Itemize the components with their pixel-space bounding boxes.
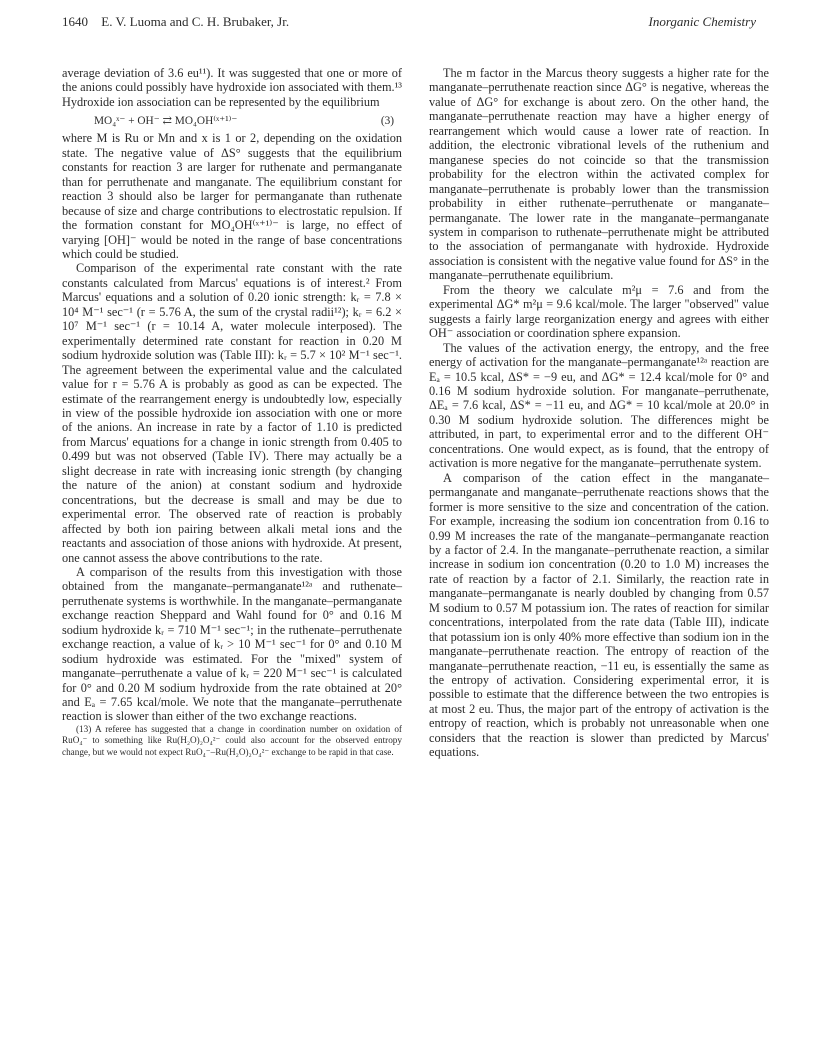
- header-authors: E. V. Luoma and C. H. Brubaker, Jr.: [101, 14, 290, 29]
- left-column: [62, 66, 402, 758]
- paragraph: Comparison of the experimental rate constant with the rate constants calculated from Marcus' equations is of interest.² From Marcus' equations and a solution of 0.20 ionic strength: kᵣ = 7.8 × 10⁴ M⁻¹ sec⁻¹ (r = 5.76 A, the sum of the crystal radii¹²); kᵣ = 6.2 × 10⁷ M⁻¹ sec⁻¹ (r = 10.14 A, water molecule interposed). The experimentally determined rate constant for reaction in 0.20 M sodium hydroxide solution was (Table III): kᵣ = 5.7 × 10² M⁻¹ sec⁻¹. The agreement between the experimental value and the calculated value for r = 5.76 A is probably as good as can be expected. The estimate of the rearrangement energy is undoubtedly low, especially in view of the possible hydroxide ion association with one or more of the anions. An increase in rate by a factor of 1.10 is predicted from Marcus' equations for a change in ionic strength from 0.405 to 0.499 but was not observed (Table IV). There may actually be a slight decrease in rate with increasing ionic strength (by changing the nature of the anion) at constant sodium and hydroxide concentrations, but the decrease is small and may be due to experimental error. The observed rate of reaction is probably affected by both ion pairing between alkali metal ions and the reactants and association of those anions with hydroxide. At present, one cannot assess the above contributions to the rate.: [62, 261, 402, 565]
- paragraph: A comparison of the results from this investigation with those obtained from the manganate–permanganate¹²ᵃ and ruthenate–perruthenate systems is worthwhile. In the manganate–permanganate exchange reaction Sheppard and Wahl found for 0° and 0.16 M sodium hydroxide kᵣ = 710 M⁻¹ sec⁻¹; in the ruthenate–perruthenate exchange reaction, a value of kᵣ > 10 M⁻¹ sec⁻¹ for 0° and 0.10 M sodium hydroxide was estimated. For the "mixed" system of manganate–perruthenate a value of kᵣ = 220 M⁻¹ sec⁻¹ is calculated for 0° and 0.20 M sodium hydroxide from the rate obtained at 20° and Eₐ = 7.65 kcal/mole. We note that the manganate–perruthenate reaction is slower than either of the two exchange reactions.: [62, 564, 402, 724]
- paragraph: From the theory we calculate m²μ = 7.6 and from the experimental ΔG* m²μ = 9.6 kcal/mole. The larger "observed" value suggests a fairly large reorganization energy and agrees with either OH⁻ association or coordination sphere expansion.: [429, 282, 769, 341]
- journal-title: Inorganic Chemistry: [648, 14, 756, 29]
- paragraph: The values of the activation energy, the entropy, and the free energy of activation for the manganate–permanganate¹²ᵃ reaction are Eₐ = 10.5 kcal, ΔS* = −9 eu, and ΔG* = 12.4 kcal/mole for 0° and 0.16 M sodium hydroxide solution. For manganate–perruthenate, ΔEₐ = 7.6 kcal, ΔS* = −11 eu, and ΔG* = 10 kcal/mole at 20.0° in 0.30 M sodium hydroxide solution. The differences might be attributed, in part, to experimental error and to the different OH⁻ concentrations. One would expect, as is found, that the entropy of activation is more negative for the manganate–perruthenate system.: [429, 340, 769, 471]
- footnote-13: (13) A referee has suggested that a change in coordination number on oxidation of RuO₄⁻ to something like Ru(H₂O)₂O₄²⁻ could also account for the observed entropy change, but we would not expect RuO₄⁻–Ru(H₂O)₂O₄²⁻ exchange to be rapid in that case.: [62, 723, 402, 757]
- paragraph: average deviation of 3.6 eu¹¹). It was suggested that one or more of the anions could possibly have hydroxide ion associated with them.¹³ Hydroxide ion association can be represented by the equilibrium: [62, 66, 402, 109]
- equation-body: MO₄ˣ⁻ + OH⁻ ⇄ MO₄OH⁽ˣ⁺¹⁾⁻: [94, 115, 238, 128]
- paragraph: The m factor in the Marcus theory suggests a higher rate for the manganate–perruthenate reaction since ΔG° is negative, whereas the value of ΔG° for exchange is about zero. On the other hand, the manganate–perruthenate reaction may have a higher energy of rearrangement which would cause a lower rate of reaction. In addition, the electronic vibrational levels of the ruthenium and manganese species do not coincide so that the transmission probability for the electron within the activated complex for manganate–perruthenate is probably lower than the transmission probability in either ruthenate–perruthenate or manganate–permanganate. The lower rate in the manganate–permanganate system in comparison to ruthenate–perruthenate might be attributed to the association of permanganate with hydroxide. Hydroxide association is consistent with the negative value found for ΔS° in the manganate–perruthenate equilibrium.: [429, 66, 769, 283]
- header-left: [62, 14, 289, 30]
- right-column: [429, 66, 769, 760]
- paragraph: where M is Ru or Mn and x is 1 or 2, depending on the oxidation state. The negative value of ΔS° suggests that the equilibrium constants for reaction 3 are larger for ruthenate and permanganate than for perruthenate and manganate. The equilibrium constant for reaction 3 should also be larger for permanganate than ruthenate because of size and charge contributions to electrostatic repulsion. If the formation constant for MO₄OH⁽ˣ⁺¹⁾⁻ is large, no effect of varying [OH]⁻ would be noted in the range of base concentrations which could be studied.: [62, 131, 402, 261]
- paragraph: A comparison of the cation effect in the manganate–permanganate and manganate–perruthenate reactions shows that the former is more sensitive to the size and concentration of the cation. For example, increasing the sodium ion concentration from 0.16 to 0.99 M increases the rate of the manganate–permanganate reaction by a factor of 2.4. In the manganate–perruthenate reaction, a similar increase in sodium ion concentration (0.20 to 1.0 M) increases the rate of reaction by a factor of 2.1. Similarly, the reaction rate in manganate–permanganate is nearly doubled by changing from 0.57 M sodium to 0.57 M potassium ion. The rates of reaction for similar concentrations, interpolated from the rate data (Table III), indicate that potassium ion is only 40% more effective than sodium ion in the manganate–perruthenate reaction. The entropy of reaction of the manganate–perruthenate reaction, −11 eu, is essentially the same as the entropy of activation. Considering experimental error, it is possible to estimate that the difference between the two entropies is at most 2 eu. Thus, the major part of the entropy of activation is the entropy of reaction, which is probably not unreasonable when one considers that the reaction is slower than predicted by Marcus' equations.: [429, 470, 769, 760]
- page-number: 1640: [62, 14, 88, 29]
- equation-3: [62, 111, 402, 131]
- running-header: [62, 14, 756, 34]
- equation-number: (3): [380, 115, 394, 128]
